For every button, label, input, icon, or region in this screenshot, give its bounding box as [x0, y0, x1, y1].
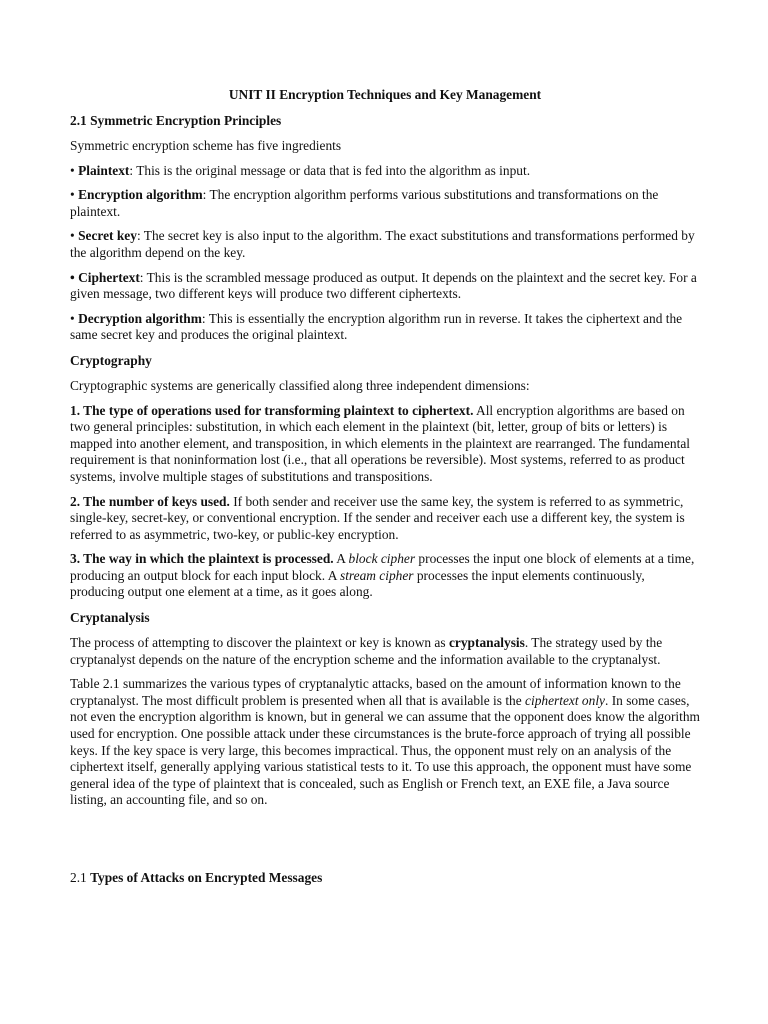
dimension-text: processes the input one block of elements at a time, producing an output block for each input block. A	[70, 551, 695, 583]
term-cryptanalysis: cryptanalysis	[448, 635, 525, 651]
dimension-keys	[70, 494, 700, 544]
intro-paragraph: Symmetric encryption scheme has five ingredients	[70, 138, 342, 153]
dimension-operations	[70, 403, 700, 486]
ingredient-term: Decryption algorithm	[78, 310, 202, 326]
ingredient-plaintext	[70, 163, 700, 180]
document-page	[70, 86, 700, 887]
ingredient-term: Secret key	[78, 228, 137, 244]
section-heading-symmetric: 2.1 Symmetric Encryption Principles	[70, 113, 282, 128]
document-title: UNIT II Encryption Techniques and Key Management	[228, 87, 542, 102]
ingredient-text: : The secret key is also input to the algorithm. The exact substitutions and transformations performed by the algorithm depend on the key.	[70, 228, 695, 260]
paragraph-text: Table 2.1 summarizes the various types of cryptanalytic attacks, based on the amount of information known to the cryptanalyst. The most difficult problem is presented when all that is available is the	[70, 676, 681, 708]
section-heading-cryptography: Cryptography	[70, 352, 152, 368]
section-number: 2.1	[70, 870, 91, 885]
section-title: Types of Attacks on Encrypted Messages	[90, 870, 323, 885]
blank-space	[70, 817, 700, 869]
ingredient-text: : The encryption algorithm performs various substitutions and transformations on the plaintext.	[70, 187, 659, 219]
term-ciphertext-only: ciphertext only	[525, 692, 605, 708]
ingredient-text: : This is essentially the encryption algorithm run in reverse. It takes the ciphertext and the same secret key and produces the original plaintext.	[70, 310, 683, 343]
bullet: •	[70, 269, 75, 285]
ingredient-text: : This is the scrambled message produced as output. It depends on the plaintext and the secret key. For a given message, two different keys will produce two different ciphertexts.	[70, 269, 697, 302]
ingredient-ciphertext	[70, 270, 700, 303]
dimension-lead: 1. The type of operations used for transforming plaintext to ciphertext.	[70, 402, 474, 418]
paragraph-text: . The strategy used by the cryptanalyst depends on the nature of the encryption scheme and the information available to the cryptanalyst.	[70, 635, 663, 667]
ingredient-term: Plaintext	[78, 162, 130, 178]
cryptography-intro: Cryptographic systems are generically classified along three independent dimensions:	[70, 377, 530, 393]
term-stream-cipher: stream cipher	[340, 567, 414, 583]
cryptanalysis-paragraph-1	[70, 635, 700, 668]
cryptanalysis-paragraph-2	[70, 676, 700, 809]
paragraph-text: The process of attempting to discover the plaintext or key is known as	[70, 635, 449, 651]
dimension-lead: 3. The way in which the plaintext is processed.	[70, 551, 334, 567]
dimension-text: A	[333, 551, 349, 567]
ingredient-text: : This is the original message or data that is fed into the algorithm as input.	[129, 162, 531, 178]
section-heading-attacks	[70, 869, 700, 887]
term-block-cipher: block cipher	[348, 551, 416, 567]
bullet: •	[70, 162, 75, 178]
paragraph-text: . In some cases, not even the encryption algorithm is known, but in general we can assume that the opponent does know the algorithm used for encryption. One possible attack under these circumstances is the brute-force approach of trying all possible keys. If the key space is very large, this becomes impractical. Thus, the opponent must rely on an analysis of the ciphertext itself, generally applying various statistical tests to it. To use this approach, the opponent must have some general idea of the type of plaintext that is concealed, such as English or French text, an EXE file, a Java source listing, an accounting file, and so on.	[70, 692, 700, 808]
bullet: •	[70, 228, 75, 244]
dimension-lead: 2. The number of keys used.	[70, 493, 230, 509]
ingredient-term: Ciphertext	[78, 269, 140, 285]
dimension-text: processes the input elements continuously, producing output one element at a time, as it goes along.	[70, 567, 645, 600]
dimension-text: If both sender and receiver use the same key, the system is referred to as symmetric, single-key, secret-key, or conventional encryption. If the sender and receiver each use a different key, the system is referred to as asymmetric, two-key, or public-key encryption.	[70, 493, 685, 542]
ingredient-secret-key	[70, 228, 700, 261]
dimension-processing	[70, 551, 700, 601]
ingredient-term: Encryption algorithm	[78, 187, 203, 203]
dimension-text: All encryption algorithms are based on two general principles: substitution, in which each element in the plaintext (bit, letter, group of bits or letters) is mapped into another element, and transposition, in which elements in the plaintext are rearranged. The fundamental requirement is that noninformation lost (i.e., that all operations be reversible). Most systems, referred to as product systems, involve multiple stages of substitutions and transpositions.	[70, 402, 690, 484]
bullet: •	[70, 310, 75, 326]
bullet: •	[70, 187, 75, 203]
ingredient-decryption-algorithm	[70, 311, 700, 344]
section-heading-cryptanalysis: Cryptanalysis	[70, 610, 150, 626]
ingredient-encryption-algorithm	[70, 187, 700, 220]
